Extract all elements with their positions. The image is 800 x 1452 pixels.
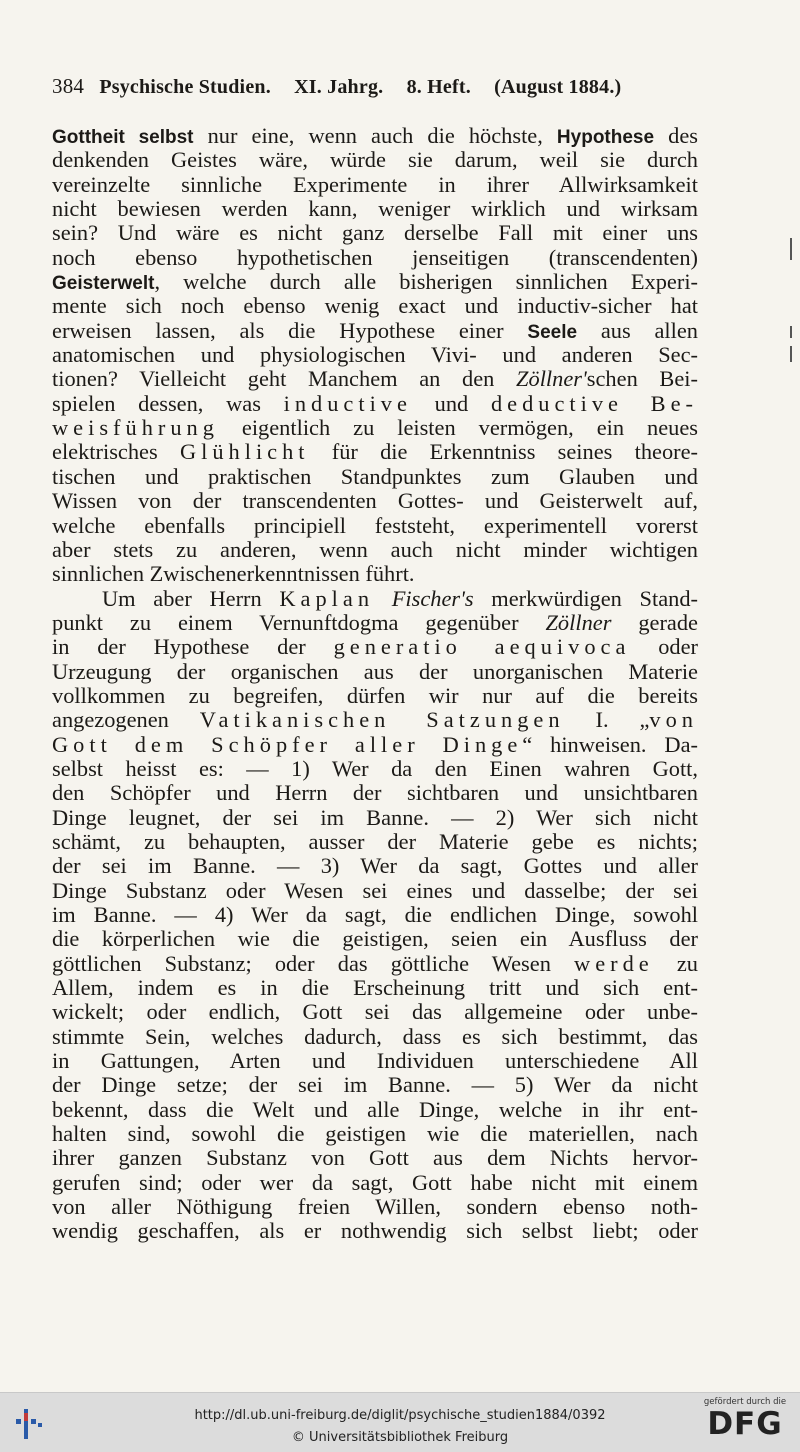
- text-line: Dinge leugnet, der sei im Banne. — 2) Wer sich nicht: [52, 805, 698, 830]
- text-line: Dinge Substanz oder Wesen sei eines und dasselbe; der sei: [52, 878, 698, 903]
- text-line: wickelt; oder endlich, Gott sei das allgemeine oder unbe-: [52, 1000, 698, 1025]
- text-line: von aller Nöthigung freien Willen, sondern ebenso noth-: [52, 1195, 698, 1220]
- text-line: den Schöpfer und Herrn der sichtbaren und unsichtbaren: [52, 781, 698, 806]
- text-line: selbst heisst es: — 1) Wer da den Einen wahren Gott,: [52, 756, 698, 781]
- text-line: vereinzelte sinnliche Experimente in ihrer Allwirksamkeit: [52, 172, 698, 197]
- text-line: tionen? Vielleicht geht Manchem an den Zöllner'schen Bei-: [52, 367, 698, 392]
- text-line: anatomischen und physiologischen Vivi- und anderen Sec-: [52, 343, 698, 368]
- dfg-wordmark: DFG: [707, 1406, 783, 1442]
- dfg-funding-note: gefördert durch die: [703, 1397, 787, 1407]
- text-line: Geisterwelt, welche durch alle bisherigen sinnlichen Experi-: [52, 270, 698, 295]
- permalink-url[interactable]: http://dl.ub.uni-freiburg.de/diglit/psychische_studien1884/0392: [194, 1408, 606, 1423]
- text-line: noch ebenso hypothetischen jenseitigen (transcendenten): [52, 245, 698, 270]
- text-line: Allem, indem es in die Erscheinung tritt und sich ent-: [52, 976, 698, 1001]
- text-line: Wissen von der transcendenten Gottes- und Geisterwelt auf,: [52, 489, 698, 514]
- text-line: erweisen lassen, als die Hypothese einer Seele aus allen: [52, 318, 698, 343]
- text-line: Gottheit selbst nur eine, wenn auch die höchste, Hypothese des: [52, 124, 698, 148]
- text-line: weisführung eigentlich zu leisten vermögen, ein neues: [52, 416, 698, 441]
- text-line: im Banne. — 4) Wer da sagt, die endlichen Dinge, sowohl: [52, 903, 698, 927]
- text-line: göttlichen Substanz; oder das göttliche Wesen werde zu: [52, 951, 698, 976]
- text-line: tischen und praktischen Standpunktes zum Glauben und: [52, 464, 698, 489]
- text-line: punkt zu einem Vernunftdogma gegenüber Zöllner gerade: [52, 610, 698, 635]
- text-line: ihrer ganzen Substanz von Gott aus dem Nichts hervor-: [52, 1146, 698, 1171]
- date-label: (August 1884.): [494, 76, 622, 98]
- text-line: sinnlichen Zwischenerkenntnissen führt.: [52, 562, 415, 587]
- page-number: 384: [52, 74, 85, 98]
- volume-label: XI. Jahrg.: [294, 76, 384, 98]
- text-line: in der Hypothese der generatio aequivoca oder: [52, 635, 698, 660]
- margin-mark: [790, 326, 792, 338]
- text-line: spielen dessen, was inductive und deductive Be-: [52, 391, 698, 416]
- margin-mark: [790, 346, 792, 362]
- text-line: welche ebenfalls principiell feststeht, experimentell vorerst: [52, 513, 698, 538]
- issue-label: 8. Heft.: [406, 76, 471, 98]
- text-line: nicht bewiesen werden kann, weniger wirklich und wirksam: [52, 197, 698, 222]
- text-line: elektrisches Glühlicht für die Erkenntniss seines theore-: [52, 440, 698, 465]
- copyright-notice: © Universitätsbibliothek Freiburg: [291, 1430, 509, 1445]
- running-header: [52, 74, 752, 99]
- text-line: Urzeugung der organischen aus der unorganischen Materie: [52, 659, 698, 684]
- text-line: in Gattungen, Arten und Individuen unterschiedene All: [52, 1049, 698, 1074]
- journal-title: Psychische Studien.: [99, 76, 271, 98]
- text-line: sein? Und wäre es nicht ganz derselbe Fall mit einer uns: [52, 221, 698, 246]
- text-line: denkenden Geistes wäre, würde sie darum, weil sie durch: [52, 148, 698, 173]
- dfg-logo: [702, 1397, 788, 1441]
- text-line: angezogenen Vatikanischen Satzungen I. „von: [52, 708, 698, 733]
- text-line: halten sind, sowohl die geistigen wie die materiellen, nach: [52, 1122, 698, 1147]
- text-line: die körperlichen wie die geistigen, seien ein Ausfluss der: [52, 927, 698, 952]
- margin-mark: [790, 238, 792, 260]
- text-line: aber stets zu anderen, wenn auch nicht minder wichtigen: [52, 537, 698, 562]
- text-line: schämt, zu behaupten, ausser der Materie gebe es nichts;: [52, 829, 698, 854]
- text-line: wendig geschaffen, als er nothwendig sich selbst liebt; oder: [52, 1219, 698, 1244]
- text-line: der sei im Banne. — 3) Wer da sagt, Gottes und aller: [52, 854, 698, 879]
- text-line: der Dinge setze; der sei im Banne. — 5) Wer da nicht: [52, 1073, 698, 1098]
- text-line: stimmte Sein, welches dadurch, dass es sich bestimmt, das: [52, 1024, 698, 1049]
- text-line: mente sich noch ebenso wenig exact und inductiv-sicher hat: [52, 294, 698, 319]
- text-line: bekennt, dass die Welt und alle Dinge, welche in ihr ent-: [52, 1097, 698, 1122]
- text-line: Gott dem Schöpfer aller Dinge“ hinweisen. Da-: [52, 732, 698, 757]
- text-line: Um aber Herrn Kaplan Fischer's merkwürdigen Stand-: [102, 586, 698, 611]
- viewer-footer: [0, 1392, 800, 1452]
- body-text: [52, 124, 698, 1244]
- text-line: gerufen sind; oder wer da sagt, Gott habe nicht mit einem: [52, 1170, 698, 1195]
- text-line: vollkommen zu begreifen, dürfen wir nur auf die bereits: [52, 683, 698, 708]
